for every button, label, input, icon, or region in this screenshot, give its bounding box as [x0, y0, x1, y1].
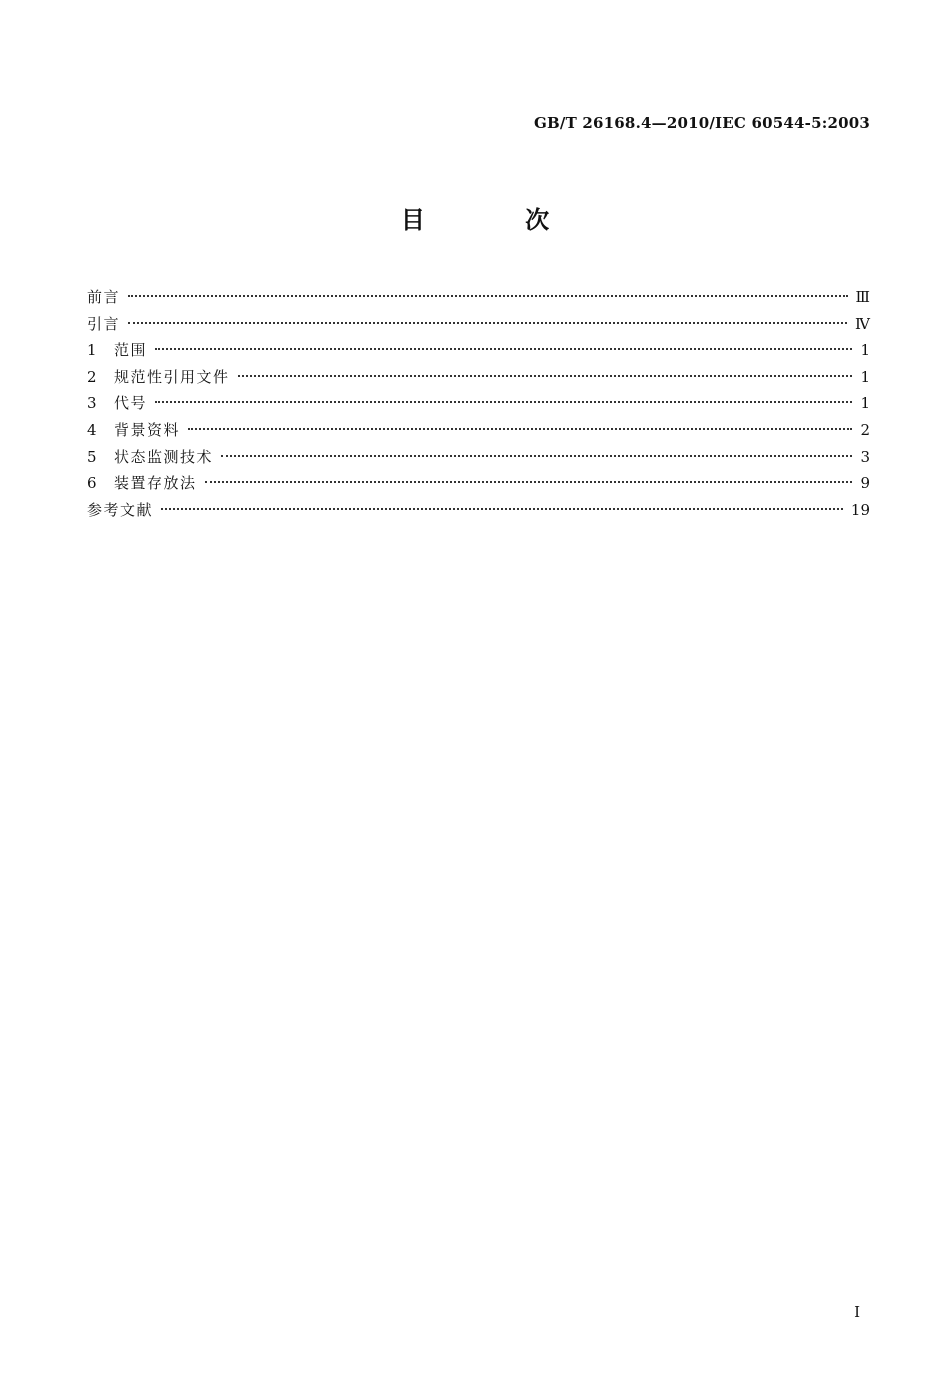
toc-entry-number: 6 [87, 474, 97, 493]
dot-leader [161, 508, 843, 510]
toc-entry-number: 4 [87, 420, 97, 439]
dot-leader [221, 455, 852, 457]
toc-entry-label: 背景资料 [114, 420, 181, 439]
toc-entry-label: 代号 [114, 394, 148, 413]
toc-entry-label: 前言 [87, 288, 121, 306]
toc-entry-page: 1 [860, 341, 870, 360]
toc-entry-label: 引言 [87, 314, 121, 333]
toc-entry-device-storage[interactable] [87, 470, 870, 497]
toc-entry-page: 2 [860, 420, 870, 439]
dot-leader [238, 375, 853, 377]
toc-entry-label: 装置存放法 [114, 474, 197, 493]
table-of-contents [87, 284, 870, 523]
toc-entry-page: 3 [860, 447, 870, 466]
standard-code: GB/T 26168.4—2010/IEC 60544-5:2003 [534, 114, 870, 132]
toc-entry-introduction[interactable] [87, 311, 870, 338]
toc-entry-bibliography[interactable] [87, 497, 870, 524]
toc-entry-condition-monitoring[interactable] [87, 444, 870, 471]
toc-entry-preface[interactable] [87, 284, 870, 311]
toc-entry-label: 范围 [114, 341, 148, 360]
toc-entry-page: Ⅲ [855, 288, 870, 306]
dot-leader [128, 322, 847, 324]
dot-leader [188, 428, 852, 430]
toc-entry-label: 状态监测技术 [114, 447, 214, 466]
toc-entry-page: 1 [860, 394, 870, 413]
toc-entry-number: 2 [87, 367, 97, 386]
toc-entry-normative-references[interactable] [87, 364, 870, 391]
toc-entry-symbols[interactable] [87, 390, 870, 417]
toc-entry-number: 3 [87, 394, 97, 413]
toc-entry-number: 5 [87, 447, 97, 466]
dot-leader [205, 481, 853, 483]
toc-entry-background[interactable] [87, 417, 870, 444]
page-number: I [854, 1303, 860, 1321]
dot-leader [155, 401, 852, 403]
toc-entry-page: Ⅳ [855, 314, 870, 333]
page-title: 目 次 [400, 206, 596, 234]
toc-entry-page: 1 [860, 367, 870, 386]
dot-leader [155, 348, 852, 350]
toc-entry-page: 19 [850, 500, 870, 519]
toc-entry-number: 1 [87, 341, 97, 360]
toc-entry-label: 参考文献 [87, 500, 154, 519]
toc-entry-page: 9 [860, 474, 870, 493]
dot-leader [128, 295, 848, 297]
toc-entry-label: 规范性引用文件 [114, 367, 230, 386]
toc-entry-scope[interactable] [87, 337, 870, 364]
